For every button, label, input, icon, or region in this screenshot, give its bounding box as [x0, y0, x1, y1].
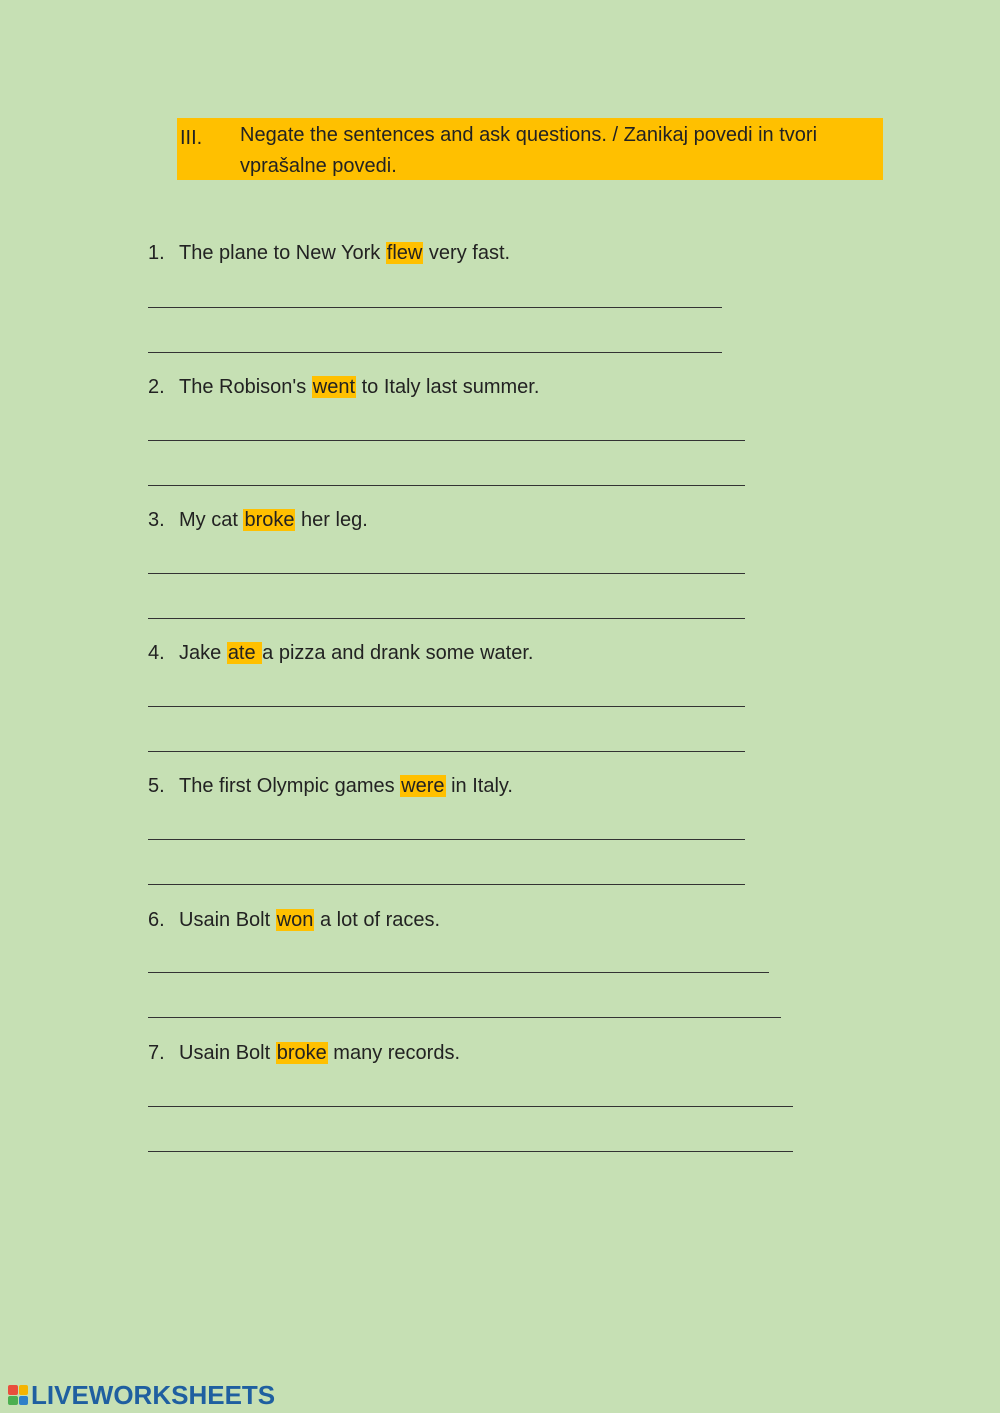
- item-number: 5.: [148, 775, 165, 797]
- highlighted-verb: won: [276, 909, 314, 931]
- exercise-item-4: [148, 639, 848, 667]
- sentence: [148, 239, 848, 267]
- instruction-text: Negate the sentences and ask questions. / Zanikaj povedi in tvori vprašalne povedi.: [240, 124, 818, 177]
- sentence-end: many records.: [327, 1042, 461, 1064]
- sentence-end: very fast.: [423, 242, 511, 264]
- answer-line-negative[interactable]: [148, 1106, 793, 1107]
- answer-line-question[interactable]: [148, 485, 745, 486]
- exercise-item-7: [148, 1039, 848, 1067]
- item-number: 7.: [148, 1042, 165, 1064]
- instruction-box: [177, 118, 883, 180]
- brand-name: LIVEWORKSHEETS: [31, 1379, 276, 1410]
- answer-line-question[interactable]: [148, 618, 745, 619]
- answer-line-negative[interactable]: [148, 706, 745, 707]
- answer-line-negative[interactable]: [148, 573, 745, 574]
- answer-line-negative[interactable]: [148, 440, 745, 441]
- answer-line-question[interactable]: [148, 751, 745, 752]
- sentence: [148, 1039, 848, 1067]
- sentence-start: Usain Bolt: [179, 1042, 276, 1064]
- item-number: 1.: [148, 242, 165, 264]
- sentence-start: The first Olympic games: [179, 775, 401, 797]
- exercise-item-3: [148, 506, 848, 534]
- liveworksheets-logo[interactable]: [8, 1380, 275, 1410]
- item-number: 6.: [148, 909, 165, 931]
- exercise-item-6: [148, 906, 848, 934]
- sentence: [148, 772, 848, 800]
- answer-line-question[interactable]: [148, 1017, 781, 1018]
- answer-line-question[interactable]: [148, 884, 745, 885]
- highlighted-verb: broke: [244, 509, 295, 531]
- highlighted-verb: went: [312, 376, 356, 398]
- item-number: 4.: [148, 642, 165, 664]
- sentence-end: her leg.: [295, 509, 368, 531]
- sentence-start: Jake: [179, 642, 227, 664]
- highlighted-verb: were: [401, 775, 445, 797]
- item-number: 3.: [148, 509, 165, 531]
- logo-blocks-icon: [8, 1385, 28, 1405]
- exercise-item-5: [148, 772, 848, 800]
- sentence-start: The plane to New York: [179, 242, 386, 264]
- highlighted-verb: flew: [386, 242, 423, 264]
- answer-line-negative[interactable]: [148, 307, 722, 308]
- sentence-end: a pizza and drank some water.: [262, 642, 534, 664]
- sentence: [148, 373, 848, 401]
- highlighted-verb: ate: [227, 642, 262, 664]
- exercise-item-2: [148, 373, 848, 401]
- section-number: III.: [180, 127, 203, 149]
- answer-line-question[interactable]: [148, 1151, 793, 1152]
- sentence-end: in Italy.: [445, 775, 513, 797]
- item-number: 2.: [148, 376, 165, 398]
- answer-line-question[interactable]: [148, 352, 722, 353]
- highlighted-verb: broke: [276, 1042, 327, 1064]
- answer-line-negative[interactable]: [148, 839, 745, 840]
- sentence-end: to Italy last summer.: [356, 376, 540, 398]
- sentence: [148, 506, 848, 534]
- answer-line-negative[interactable]: [148, 972, 769, 973]
- sentence: [148, 906, 848, 934]
- sentence-start: Usain Bolt: [179, 909, 276, 931]
- exercise-item-1: [148, 239, 848, 267]
- sentence-start: The Robison's: [179, 376, 312, 398]
- sentence-end: a lot of races.: [314, 909, 441, 931]
- sentence-start: My cat: [179, 509, 244, 531]
- sentence: [148, 639, 848, 667]
